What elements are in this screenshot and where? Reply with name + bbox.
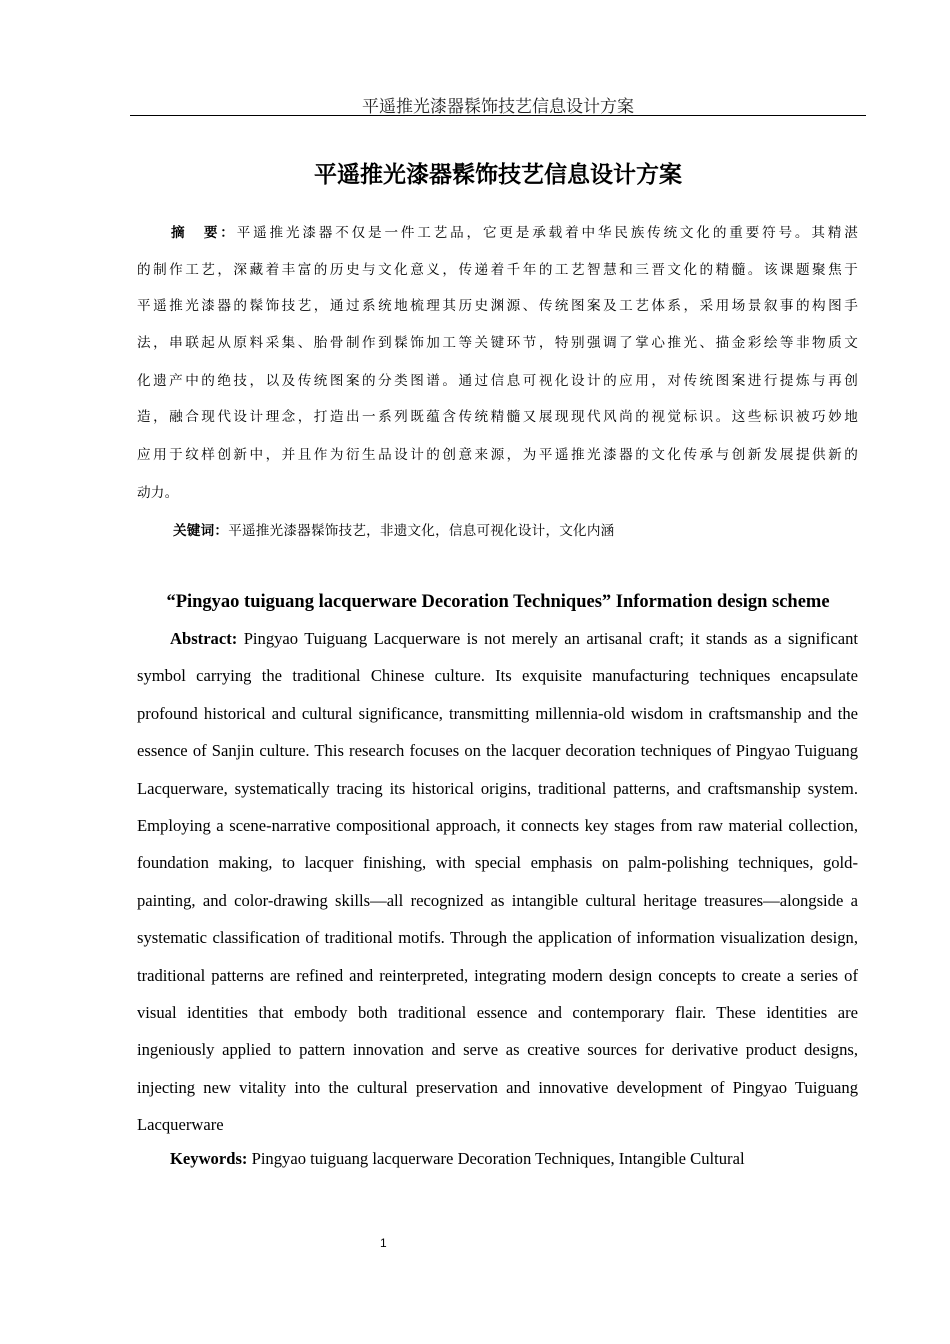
abstract-line: [137, 481, 858, 501]
abstract-line: [137, 891, 858, 911]
document-title: 平遥推光漆器髹饰技艺信息设计方案: [314, 162, 682, 188]
abstract-line: [137, 629, 858, 649]
abstract-line: [137, 1078, 858, 1098]
abstract-line: [137, 221, 858, 241]
abstract-line: [137, 928, 858, 948]
abstract-line: [137, 331, 858, 351]
abstract-text: 平遥推光漆器的髹饰技艺，通过系统地梳理其历史渊源、传统图案及工艺体系，采用场景叙事的构图手: [137, 298, 858, 314]
abstract-line: [137, 966, 858, 986]
abstract-text: 平遥推光漆器不仅是一件工艺品，它更是承载着中华民族传统文化的重要符号。其精湛: [236, 225, 858, 241]
cn-keywords-text: 平遥推光漆器髹饰技艺，非遗文化，信息可视化设计，文化内涵: [228, 523, 615, 539]
abstract-text: 的制作工艺，深藏着丰富的历史与文化意义，传递着千年的工艺智慧和三晋文化的精髓。该课题聚焦于: [137, 262, 858, 278]
abstract-text: ingeniously applied to pattern innovation and serve as creative sources for derivative product designs,: [137, 1040, 858, 1060]
running-header: 平遥推光漆器髹饰技艺信息设计方案: [362, 97, 634, 117]
abstract-text: 应用于纹样创新中，并且作为衍生品设计的创意来源，为平遥推光漆器的文化传承与创新发展提供新的: [137, 447, 858, 463]
abstract-text: Lacquerware, systematically tracing its historical origins, traditional patterns, and craftsmanship system.: [137, 778, 858, 798]
abstract-line: [137, 443, 858, 463]
abstract-text: systematic classification of traditional motifs. Through the application of information visualization design,: [137, 928, 858, 948]
abstract-line: [137, 258, 858, 278]
abstract-text: Lacquerware: [137, 1115, 224, 1135]
abstract-label: 摘 要：: [171, 225, 237, 241]
abstract-line: [137, 1115, 858, 1135]
abstract-line: [137, 666, 858, 686]
abstract-line: [137, 741, 858, 761]
abstract-text: Pingyao Tuiguang Lacquerware is not merely an artisanal craft; it stands as a significant: [243, 629, 858, 648]
en-keywords: [137, 1149, 858, 1169]
abstract-line: [137, 405, 858, 425]
abstract-line: [137, 816, 858, 836]
abstract-text: traditional patterns are refined and reinterpreted, integrating modern design concepts to create a series of: [137, 965, 858, 985]
abstract-text: visual identities that embody both traditional essence and contemporary flair. These identities are: [137, 1003, 858, 1022]
abstract-line: [137, 1040, 858, 1060]
abstract-line: [137, 294, 858, 314]
abstract-text: essence of Sanjin culture. This research focuses on the lacquer decoration techniques of Pingyao Tuiguang: [137, 741, 858, 761]
abstract-text: symbol carrying the traditional Chinese culture. Its exquisite manufacturing techniques encapsulate: [137, 666, 858, 686]
abstract-line: [137, 853, 858, 873]
en-keywords-label: Keywords:: [170, 1149, 248, 1168]
abstract-text: 动力。: [137, 485, 179, 501]
page-number: 1: [380, 1236, 387, 1250]
abstract-text: foundation making, to lacquer finishing, with special emphasis on palm-polishing techniques, gold-: [137, 853, 858, 873]
abstract-text: profound historical and cultural significance, transmitting millennia-old wisdom in craftsmanship and the: [137, 703, 858, 723]
abstract-text: painting, and color-drawing skills—all recognized as intangible cultural heritage treasures—alongside a: [137, 890, 858, 910]
cn-keywords-label: 关键词：: [173, 523, 229, 539]
abstract-label: Abstract:: [170, 629, 238, 648]
abstract-line: [137, 1003, 858, 1023]
english-title: “Pingyao tuiguang lacquerware Decoration Techniques” Information design scheme: [166, 592, 830, 612]
abstract-text: 造，融合现代设计理念，打造出一系列既蕴含传统精髓又展现现代风尚的视觉标识。这些标识被巧妙地: [137, 409, 858, 425]
abstract-text: 化遗产中的绝技，以及传统图案的分类图谱。通过信息可视化设计的应用，对传统图案进行提炼与再创: [137, 373, 858, 389]
abstract-text: 法，串联起从原料采集、胎骨制作到髹饰加工等关键环节，特别强调了掌心推光、描金彩绘等非物质文: [137, 335, 858, 351]
header-rule: [130, 115, 866, 116]
abstract-text: injecting new vitality into the cultural preservation and innovative development of Pingyao Tuiguang: [137, 1077, 858, 1097]
en-keywords-text: Pingyao tuiguang lacquerware Decoration Techniques, Intangible Cultural: [251, 1149, 745, 1168]
abstract-text: Employing a scene-narrative compositional approach, it connects key stages from raw material collection,: [137, 816, 858, 835]
abstract-line: [137, 704, 858, 724]
cn-keywords: [137, 519, 858, 539]
abstract-line: [137, 369, 858, 389]
abstract-line: [137, 779, 858, 799]
